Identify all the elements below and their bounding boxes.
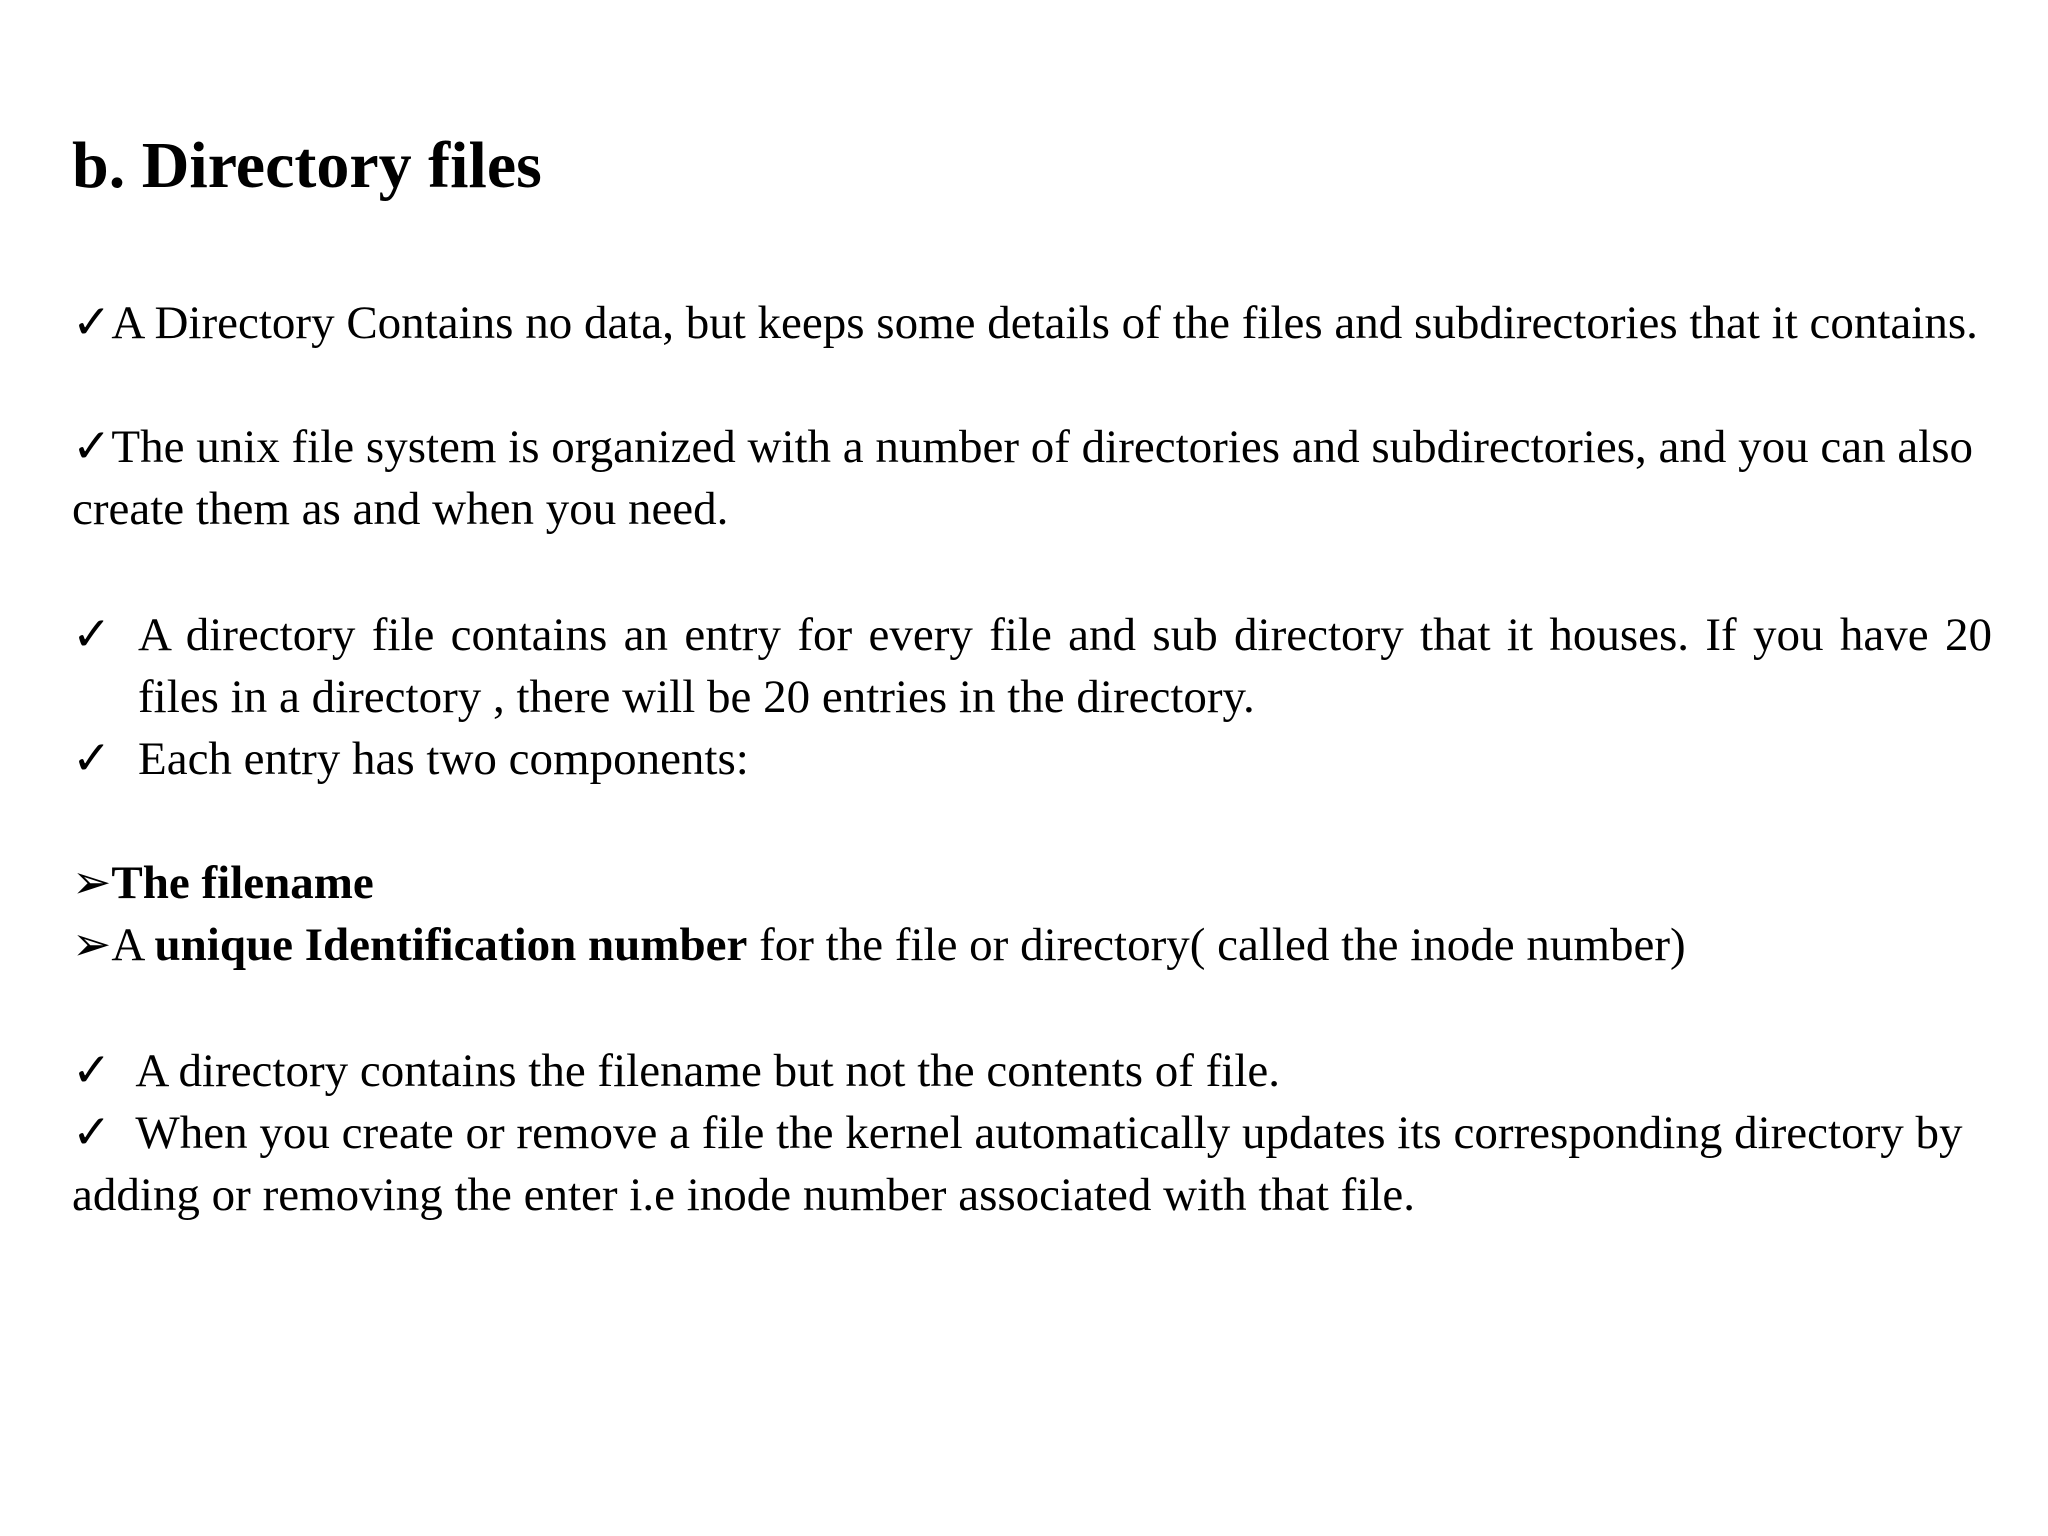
component-rest-text: for the file or directory( called the inode number) (747, 919, 1686, 971)
component-text: The filename (111, 857, 374, 909)
component-inode-number (72, 914, 1686, 976)
component-filename (72, 852, 374, 914)
checkmark-icon: ✓ (72, 609, 112, 661)
bullet-text: A Directory Contains no data, but keeps some details of the files and subdirectories that it contains. (111, 297, 1978, 349)
checkmark-icon: ✓ (72, 297, 112, 349)
component-prefix: A (111, 919, 155, 971)
bullet-entry-components (72, 728, 1992, 790)
bullet-text: When you create or remove a file the kernel automatically updates its corresponding directory by adding or removing the enter i.e inode number associated with that file. (72, 1107, 1963, 1221)
bullet-text: The unix file system is organized with a number of directories and subdirectories, and you can also create them as and when you need. (72, 421, 1974, 535)
component-bold-text: unique Identification number (154, 919, 748, 971)
checkmark-icon: ✓ (72, 1045, 112, 1097)
bullet-unix-file-system (72, 416, 1992, 540)
checkmark-icon: ✓ (72, 1107, 112, 1159)
checkmark-icon: ✓ (72, 733, 112, 785)
arrow-bullet-icon: ➢ (72, 857, 112, 909)
checkmark-icon: ✓ (72, 421, 112, 473)
bullet-filename-not-contents (72, 1040, 1280, 1102)
arrow-bullet-icon: ➢ (72, 919, 112, 971)
bullet-text: A directory contains the filename but not the contents of file. (135, 1045, 1281, 1097)
bullet-text: A directory file contains an entry for every file and sub directory that it houses. If you have 20 files in a directory , there will be 20 entries in the directory. (138, 609, 1992, 723)
bullet-text: Each entry has two components: (138, 733, 749, 785)
slide-title: b. Directory files (72, 129, 542, 202)
bullet-directory-file-entries (72, 604, 1992, 728)
bullet-directory-contains-no-data (72, 292, 1992, 354)
bullet-kernel-updates (72, 1102, 1992, 1226)
